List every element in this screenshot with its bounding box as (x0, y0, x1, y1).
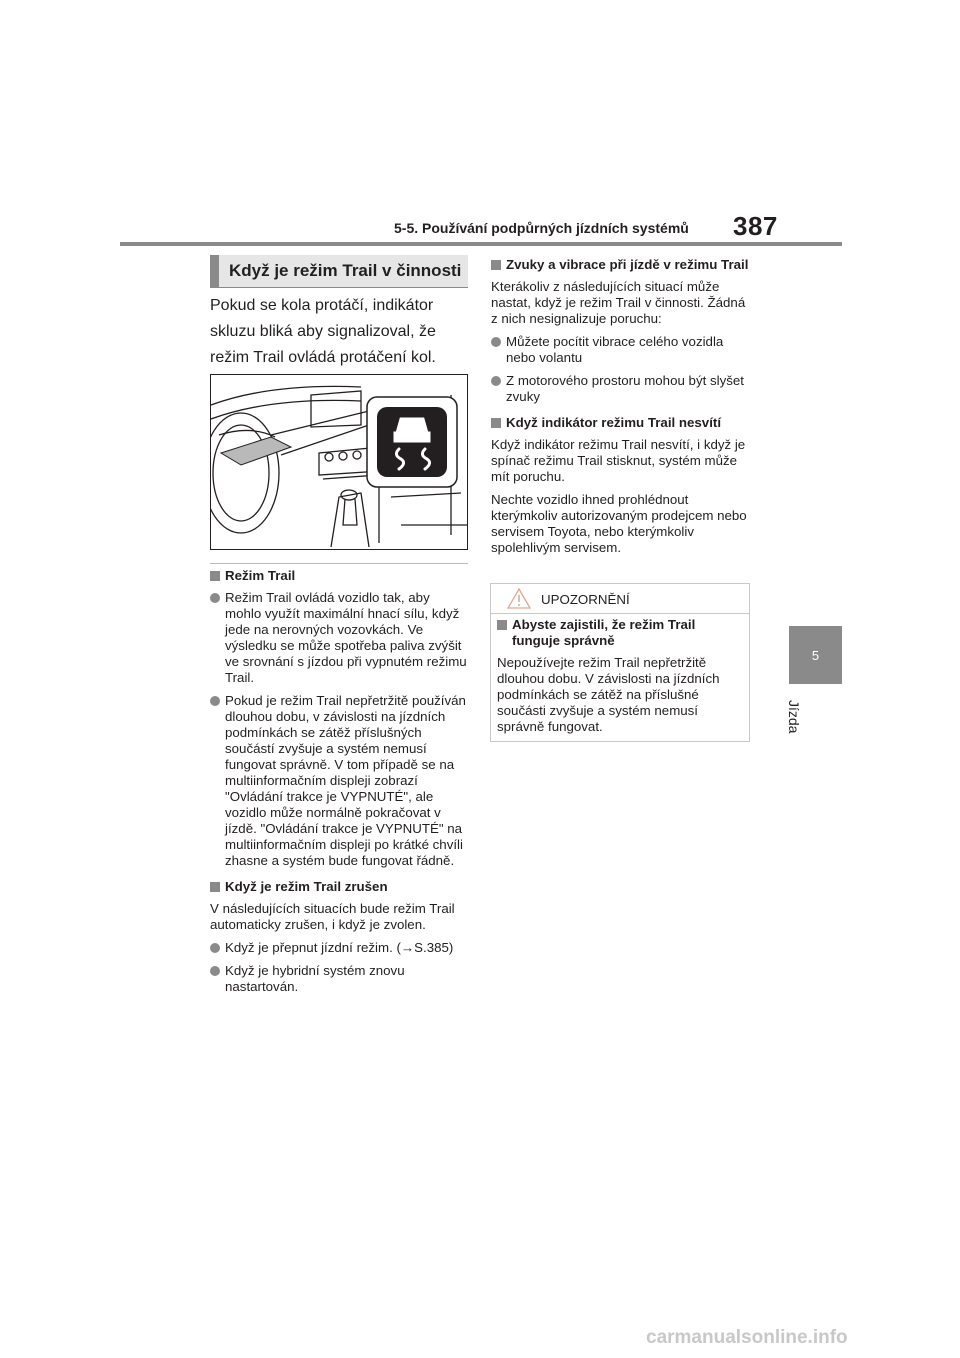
indicator-heading: Když indikátor režimu Trail nesvítí (491, 415, 749, 431)
list-item (491, 373, 749, 405)
indicator-text-2: Nechte vozidlo ihned prohlédnout kterýmkoliv autorizovaným prodejcem nebo servisem Toyota, nebo kterýmkoliv spolehlivým servisem. (491, 492, 747, 555)
trail-cancel-text: V následujících situacích bude režim Trail automaticky zrušen, i když je zvolen. (210, 901, 455, 932)
trail-mode-heading: Režim Trail (210, 568, 468, 584)
list-item-text: Z motorového prostoru mohou být slyšet zvuky (506, 373, 744, 404)
caution-header (491, 584, 749, 614)
section-heading (210, 255, 468, 288)
warning-triangle-icon (507, 588, 531, 613)
dashboard-drawing (211, 375, 467, 549)
caution-body (497, 617, 741, 735)
footer-watermark: carmanualsonline.info (646, 1327, 848, 1348)
bullet-icon (491, 376, 501, 386)
list-item-text: Můžete pocítit vibrace celého vozidla nebo volantu (506, 334, 724, 365)
figure-divider (210, 563, 468, 564)
list-item (210, 940, 468, 956)
caution-heading: Abyste zajistili, že režim Trail funguje správně (497, 617, 741, 649)
header-section-title: 5-5. Používání podpůrných jízdních systémů (394, 220, 689, 236)
list-item (210, 963, 468, 995)
sounds-heading: Zvuky a vibrace při jízdě v režimu Trail (491, 257, 749, 273)
bullet-icon (491, 337, 501, 347)
left-column (210, 568, 468, 995)
chapter-label: Jízda (786, 700, 802, 734)
right-column (491, 257, 749, 556)
page-number: 387 (733, 211, 778, 241)
list-item-text: Když je hybridní systém znovu nastartován. (225, 963, 405, 994)
list-item (210, 590, 468, 686)
header-rule (120, 242, 842, 246)
list-item-text: Když je přepnut jízdní režim. (→S.385) (225, 940, 454, 955)
list-item-text: Pokud je režim Trail nepřetržitě používán dlouhou dobu, v závislosti na jízdních podmínkách se zátěž příslušných součástí zvyšuje a systém nemusí fungovat správně. V tom případě se na multiinformačním displeji zobrazí "Ovládání trakce je VYPNUTÉ", ale vozidlo může normálně pokračovat v jízdě. "Ovládání trakce je VYPNUTÉ" na multiinformačním displeji po krátké chvíli zhasne a systém bude fungovat řádně. (225, 693, 466, 868)
bullet-icon (210, 696, 220, 706)
intro-paragraph: Pokud se kola protáčí, indikátor skluzu bliká aby signalizoval, že režim Trail ovládá protáčení kol. (210, 297, 436, 366)
bullet-icon (210, 966, 220, 976)
list-item-text: Režim Trail ovládá vozidlo tak, aby mohlo využít maximální hnací sílu, když jede na nerovných vozovkách. Ve výsledku se může spotřeba paliva zvýšit ve srovnání s jízdou při vypnutém režimu Trail. (225, 590, 467, 685)
list-item (491, 334, 749, 366)
caution-box (490, 583, 750, 742)
chapter-number: 5 (811, 647, 820, 663)
sounds-text: Kterákoliv z následujících situací může nastat, když je režim Trail v činnosti. Žádná z nich nesignalizuje poruchu: (491, 279, 746, 326)
caution-text: Nepoužívejte režim Trail nepřetržitě dlouhou dobu. V závislosti na jízdních podmínkách se zátěž na příslušné součásti zvyšuje a systém nemusí správně fungovat. (497, 655, 720, 734)
bullet-icon (210, 943, 220, 953)
chapter-tab (789, 626, 842, 684)
caution-title: UPOZORNĚNÍ (541, 592, 630, 607)
indicator-text-1: Když indikátor režimu Trail nesvítí, i když je spínač režimu Trail stisknut, systém může mít poruchu. (491, 437, 746, 484)
bullet-icon (210, 593, 220, 603)
list-item (210, 693, 468, 869)
section-heading-text: Když je režim Trail v činnosti (229, 261, 462, 280)
dashboard-illustration (210, 374, 468, 550)
trail-cancel-heading: Když je režim Trail zrušen (210, 879, 468, 895)
